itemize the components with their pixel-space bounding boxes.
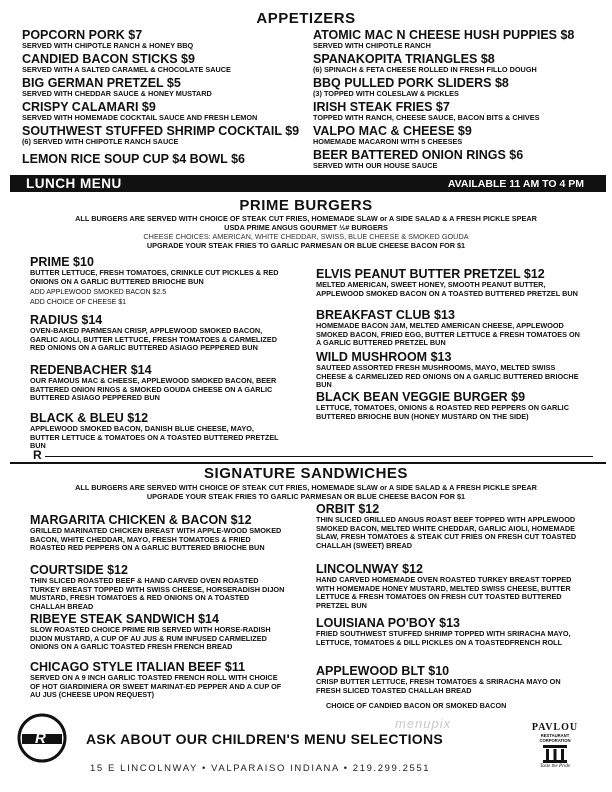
pavlou-logo bbox=[528, 722, 582, 769]
item-desc: GRILLED MARINATED CHICKEN BREAST WITH APPLE-WOOD SMOKED BACON, WHITE CHEDDAR, MAYO, FRESH TOMATOES & FRIED ROASTED RED PEPPERS ON A GARLIC BUTTERED BRIOCHE BUN bbox=[30, 526, 282, 553]
burgers-upgrade-note: UPGRADE YOUR STEAK FRIES TO GARLIC PARMESAN OR BLUE CHEESE BACON FOR $1 bbox=[146, 241, 466, 250]
prime-burgers-title: PRIME BURGERS bbox=[239, 197, 373, 214]
menu-item bbox=[30, 364, 282, 403]
item-name: BREAKFAST CLUB $13 bbox=[316, 308, 455, 322]
item-desc: OUR FAMOUS MAC & CHEESE, APPLEWOOD SMOKED BACON, BEER BATTERED ONION RINGS & SMOKED GOUDA CHEESE ON A GARLIC BUTTERED ASIAGO PEPPERED BUN bbox=[30, 376, 277, 403]
menu-item bbox=[313, 77, 603, 99]
item-name: POPCORN PORK $7 bbox=[22, 28, 143, 42]
pavlou-name: PAVLOU bbox=[531, 722, 579, 733]
menu-item bbox=[30, 564, 286, 611]
item-name: VALPO MAC & CHEESE $9 bbox=[313, 124, 472, 138]
item-name: BLACK BEAN VEGGIE BURGER $9 bbox=[316, 390, 526, 404]
menu-item bbox=[316, 391, 586, 421]
lunch-availability: AVAILABLE 11 AM TO 4 PM bbox=[447, 178, 584, 190]
watermark: menupix bbox=[395, 716, 452, 731]
signature-sandwiches-title: SIGNATURE SANDWICHES bbox=[204, 465, 408, 482]
item-desc: MELTED AMERICAN, SWEET HONEY, SMOOTH PEANUT BUTTER, APPLEWOOD SMOKED BACON ON A TOASTED BUTTERED PRETZEL BUN bbox=[316, 280, 578, 298]
item-name: PRIME $10 bbox=[30, 255, 94, 269]
item-name: CRISPY CALAMARI $9 bbox=[22, 100, 156, 114]
item-desc: SERVED WITH HOMEMADE COCKTAIL SAUCE AND FRESH LEMON bbox=[22, 113, 258, 122]
menu-item bbox=[30, 412, 282, 451]
item-desc: BUTTER LETTUCE, FRESH TOMATOES, CRINKLE CUT PICKLES & RED ONIONS ON A GARLIC BUTTERED BRIOCHE BUN bbox=[30, 268, 279, 286]
pavlou-line1: RESTAURANT bbox=[540, 733, 570, 738]
choice-note-text: CHOICE OF CANDIED BACON OR SMOKED BACON bbox=[326, 701, 507, 710]
r-mark: R bbox=[33, 448, 42, 462]
appetizers-title: APPETIZERS bbox=[256, 10, 356, 27]
item-desc: THIN SLICED ROASTED BEEF & HAND CARVED OVEN ROASTED TURKEY BREAST TOPPED WITH SWISS CHEESE, HORSERADISH DIJON MUSTARD, FRESH TOMATOES & RED ONIONS ON A TOASTED CHALLAH BREAD bbox=[30, 576, 285, 611]
menu-item bbox=[30, 256, 280, 307]
menu-item bbox=[313, 29, 603, 51]
item-name: COURTSIDE $12 bbox=[30, 563, 128, 577]
menu-item bbox=[316, 503, 586, 550]
item-desc: HOMEMADE BACON JAM, MELTED AMERICAN CHEESE, APPLEWOOD SMOKED BACON, FRIED EGG, BUTTER LETTUCE & FRESH TOMATOES ON A GARLIC BUTTERED PRETZEL BUN bbox=[316, 321, 580, 348]
item-desc: OVEN-BAKED PARMESAN CRISP, APPLEWOOD SMOKED BACON, GARLIC AIOLI, BUTTER LETTUCE, FRESH TOMATOES & CARMELIZED RED ONIONS ON A GARLIC BUTTERED ASIAGO PEPPERED BUN bbox=[30, 326, 278, 353]
item-name: ELVIS PEANUT BUTTER PRETZEL $12 bbox=[316, 267, 545, 281]
radius-logo-icon bbox=[16, 712, 68, 764]
item-name: ORBIT $12 bbox=[316, 502, 380, 516]
item-name: BIG GERMAN PRETZEL $5 bbox=[22, 76, 181, 90]
menu-item bbox=[30, 661, 286, 700]
item-name: RIBEYE STEAK SANDWICH $14 bbox=[30, 612, 219, 626]
menu-item bbox=[316, 351, 586, 390]
item-name: BLACK & BLEU $12 bbox=[30, 411, 149, 425]
item-name: MARGARITA CHICKEN & BACON $12 bbox=[30, 513, 252, 527]
item-name: BBQ PULLED PORK SLIDERS $8 bbox=[313, 76, 509, 90]
burgers-note: ALL BURGERS ARE SERVED WITH CHOICE OF STEAK CUT FRIES, HOMEMADE SLAW or A SIDE SALAD & A FRESH PICKLE SPEAR bbox=[75, 214, 537, 223]
svg-text:R: R bbox=[35, 730, 46, 747]
item-desc: SLOW ROASTED CHOICE PRIME RIB SERVED WITH HORSE-RADISH DIJON MUSTARD, A CUP OF AU JUS & RUM INFUSED CARMELIZED ONIONS ON A GARLIC TOASTED FRESH FRENCH BREAD bbox=[30, 625, 271, 652]
menu-item bbox=[316, 665, 586, 695]
item-addon: ADD APPLEWOOD SMOKED BACON $2.5 bbox=[30, 289, 167, 297]
lunch-menu-label: LUNCH MENU bbox=[26, 176, 122, 191]
item-desc: SERVED ON A 9 INCH GARLIC TOASTED FRENCH ROLL WITH CHOICE OF HOT GIARDINIERA OR SWEET MARINAT-ED PEPPER AND A CUP OF AU JUS (CHEESE UPON REQUEST) bbox=[30, 673, 282, 700]
underline-rule bbox=[45, 456, 593, 457]
column-emblem-icon bbox=[542, 744, 568, 764]
menu-item bbox=[30, 314, 282, 353]
sandwiches-upgrade-note: UPGRADE YOUR STEAK FRIES TO GARLIC PARMESAN OR BLUE CHEESE BACON FOR $1 bbox=[146, 492, 466, 501]
item-desc: THIN SLICED GRILLED ANGUS ROAST BEEF TOPPED WITH APPLEWOOD SMOKED BACON, MELTED WHITE CHEDDAR, GARLIC AIOLI, HOMEMADE SLAW, FRESH TOMATOES & STEAK CUT FRIES ON FRESH CUT TOASTED CHALLAH (SWEET) BREAD bbox=[316, 515, 577, 550]
item-desc: CRISP BUTTER LETTUCE, FRESH TOMATOES & SRIRACHA MAYO ON FRESH SLICED TOASTED CHALLAH BREAD bbox=[316, 677, 561, 695]
item-name: CANDIED BACON STICKS $9 bbox=[22, 52, 195, 66]
section-divider bbox=[10, 462, 606, 464]
item-desc: HAND CARVED HOMEMADE OVEN ROASTED TURKEY BREAST TOPPED WITH HOMEMADE HONEY MUSTARD, MELTED SWISS CHEESE, BUTTER LETTUCE & FRESH TOMATOES ON FRESH CUT TOASTED BUTTERED PRETZEL BUN bbox=[316, 575, 572, 610]
menu-item bbox=[313, 149, 603, 171]
item-desc: LETTUCE, TOMATOES, ONIONS & ROASTED RED PEPPERS ON GARLIC BUTTERED BRIOCHE BUN (HONEY MUSTARD ON THE SIDE) bbox=[316, 403, 569, 421]
item-name: CHICAGO STYLE ITALIAN BEEF $11 bbox=[30, 660, 246, 674]
item-desc: (3) TOPPED WITH COLESLAW & PICKLES bbox=[313, 89, 459, 98]
item-desc: (6) SERVED WITH CHIPOTLE RANCH SAUCE bbox=[22, 137, 179, 146]
item-name: LINCOLNWAY $12 bbox=[316, 562, 423, 576]
item-desc: (6) SPINACH & FETA CHEESE ROLLED IN FRESH FILLO DOUGH bbox=[313, 65, 537, 74]
menu-item bbox=[22, 153, 312, 166]
item-addon: ADD CHOICE OF CHEESE $1 bbox=[30, 298, 127, 306]
menu-item bbox=[316, 617, 586, 647]
menu-item bbox=[22, 77, 312, 99]
item-name: BEER BATTERED ONION RINGS $6 bbox=[313, 148, 524, 162]
pavlou-tagline: Taste the Pride bbox=[539, 764, 571, 769]
item-name: RADIUS $14 bbox=[30, 313, 103, 327]
pavlou-line2: CORPORATION bbox=[539, 738, 571, 743]
item-desc: TOPPED WITH RANCH, CHEESE SAUCE, BACON BITS & CHIVES bbox=[313, 113, 540, 122]
menu-item bbox=[22, 53, 312, 75]
menu-item bbox=[30, 613, 286, 652]
item-name: IRISH STEAK FRIES $7 bbox=[313, 100, 450, 114]
item-name: LEMON RICE SOUP CUP $4 BOWL $6 bbox=[22, 152, 245, 166]
item-desc: SERVED WITH OUR HOUSE SAUCE bbox=[313, 161, 438, 170]
item-name: LOUISIANA PO'BOY $13 bbox=[316, 616, 460, 630]
item-desc: FRIED SOUTHWEST STUFFED SHRIMP TOPPED WITH SRIRACHA MAYO, LETTUCE, TOMATOES & DILL PICKLES ON A TOASTEDFRENCH ROLL bbox=[316, 629, 571, 647]
choice-note bbox=[326, 702, 586, 711]
item-desc: SERVED WITH CHIPOTLE RANCH bbox=[313, 41, 431, 50]
menu-item bbox=[22, 101, 312, 123]
item-desc: APPLEWOOD SMOKED BACON, DANISH BLUE CHEESE, MAYO, BUTTER LETTUCE & TOMATOES ON A TOASTED BUTTERED PRETZEL BUN bbox=[30, 424, 279, 451]
burgers-note: USDA PRIME ANGUS GOURMET ½# BURGERS bbox=[224, 223, 388, 232]
menu-item bbox=[313, 125, 603, 147]
item-desc: SERVED WITH CHEDDAR SAUCE & HONEY MUSTARD bbox=[22, 89, 212, 98]
cheese-choices-note: CHEESE CHOICES: AMERICAN, WHITE CHEDDAR, SWISS, BLUE CHEESE & SMOKED GOUDA bbox=[143, 232, 469, 241]
childrens-menu-note: ASK ABOUT OUR CHILDREN'S MENU SELECTIONS bbox=[86, 731, 444, 747]
menu-item bbox=[313, 53, 603, 75]
menu-item bbox=[22, 125, 312, 147]
menu-item bbox=[316, 563, 586, 610]
item-desc: SAUTEED ASSORTED FRESH MUSHROOMS, MAYO, MELTED SWISS CHEESE & CARMELIZED RED ONIONS ON A GARLIC BUTTERED BRIOCHE BUN bbox=[316, 363, 579, 390]
item-name: APPLEWOOD BLT $10 bbox=[316, 664, 450, 678]
address-line: 15 E LINCOLNWAY • VALPARAISO INDIANA • 219.299.2551 bbox=[90, 763, 431, 774]
lunch-menu-bar bbox=[10, 175, 606, 192]
r-underline bbox=[33, 448, 593, 462]
item-desc: SERVED WITH A SALTED CARAMEL & CHOCOLATE SAUCE bbox=[22, 65, 231, 74]
item-name: SOUTHWEST STUFFED SHRIMP COCKTAIL $9 bbox=[22, 124, 300, 138]
menu-item bbox=[316, 268, 586, 298]
item-desc: SERVED WITH CHIPOTLE RANCH & HONEY BBQ bbox=[22, 41, 194, 50]
item-name: REDENBACHER $14 bbox=[30, 363, 152, 377]
menu-item bbox=[316, 309, 586, 348]
menu-item bbox=[22, 29, 312, 51]
menu-item bbox=[313, 101, 603, 123]
sandwiches-note: ALL BURGERS ARE SERVED WITH CHOICE OF STEAK CUT FRIES, HOMEMADE SLAW or A SIDE SALAD & A FRESH PICKLE SPEAR bbox=[75, 483, 537, 492]
menu-item bbox=[30, 514, 286, 553]
item-desc: HOMEMADE MACARONI WITH 5 CHEESES bbox=[313, 137, 463, 146]
item-name: WILD MUSHROOM $13 bbox=[316, 350, 452, 364]
item-name: SPANAKOPITA TRIANGLES $8 bbox=[313, 52, 495, 66]
item-name: ATOMIC MAC N CHEESE HUSH PUPPIES $8 bbox=[313, 28, 575, 42]
